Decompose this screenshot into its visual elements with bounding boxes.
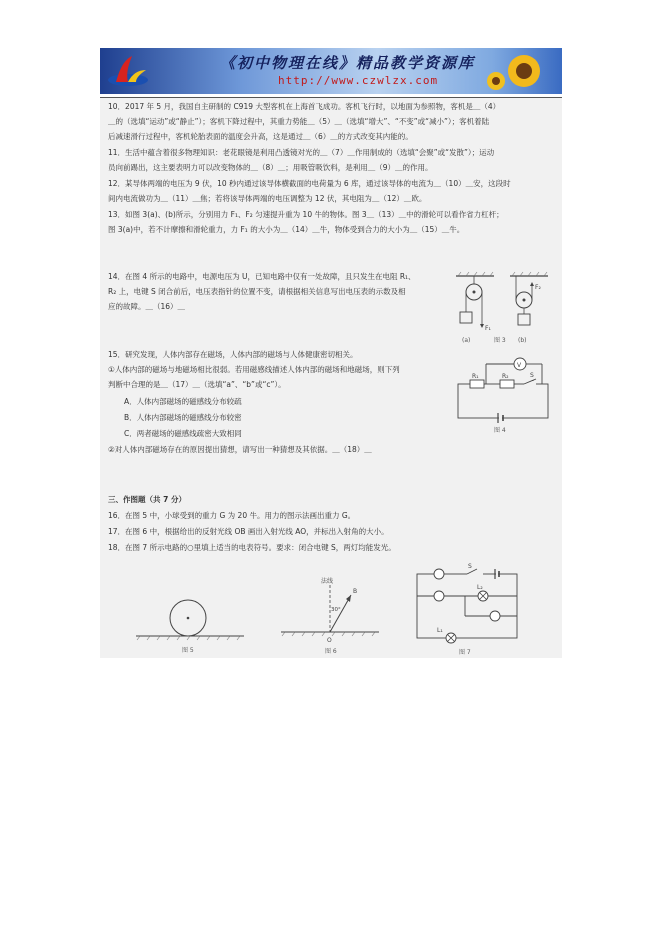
fig6-B-label: B <box>353 588 358 595</box>
question-10-line1: 10．2017 年 5 月，我国自主研制的 C919 大型客机在上海首飞成功。客机飞行时，以地面为参照物，客机是＿（4） <box>108 102 501 111</box>
logo-icon <box>106 54 150 88</box>
fig3b-label: (b) <box>518 337 527 344</box>
header-url[interactable]: http://www.czwlzx.com <box>278 74 439 87</box>
question-15-option-b: B．人体内部磁场的磁感线分布较密 <box>124 413 242 422</box>
header-banner <box>100 48 562 94</box>
fig7-L2-label: L₂ <box>477 584 483 591</box>
fig7-S-label: S <box>468 563 472 570</box>
figure-4-circuit <box>450 350 554 434</box>
question-15-option-a: A．人体内部磁场的磁感线分布较疏 <box>124 397 242 406</box>
header-title: 《初中物理在线》精品教学资源库 <box>220 54 476 72</box>
sunflower-icon <box>484 51 554 91</box>
question-15-line3: 判断中合理的是＿（17）＿（选填“a”、“b”或“c”）。 <box>108 380 286 389</box>
question-17: 17．在图 6 中，根据给出的反射光线 OB 画出入射光线 AO，并标出入射角的大小。 <box>108 527 389 536</box>
question-15-line1: 15．研究发现，人体内部存在磁场，人体内部的磁场与人体健康密切相关。 <box>108 350 358 359</box>
question-12-line1: 12．某导体两端的电压为 9 伏，10 秒内通过该导体横截面的电荷量为 6 库，通过该导体的电流为＿（10）＿安，这段时 <box>108 179 511 188</box>
question-12-line2: 间内电流做功为＿（11）＿焦；若将该导体两端的电压调整为 12 伏，其电阻为＿（12）＿欧。 <box>108 194 427 203</box>
fig4-R2-label: R₂ <box>502 373 509 380</box>
question-11-line1: 11．生活中蕴含着很多物理知识：老花眼镜是利用凸透镜对光的＿（7）＿作用制成的（选填“会聚”或“发散”）；运动 <box>108 148 495 157</box>
question-10-line3: 后减速滑行过程中，客机轮胎表面的温度会升高，这是通过＿（6）＿的方式改变其内能的。 <box>108 132 413 141</box>
question-13-line1: 13．如图 3(a)、(b)所示，分别用力 F₁、F₂ 匀速提升重为 10 牛的物体。图 3＿（13）＿中的滑轮可以看作省力杠杆； <box>108 210 504 219</box>
fig5-caption: 图 5 <box>182 647 194 654</box>
fig6-O-label: O <box>327 637 332 644</box>
section-3-title: 三、作图题（共 7 分） <box>108 495 186 504</box>
figure-5-ball <box>130 580 250 656</box>
fig4-V-label: V <box>517 362 522 369</box>
fig6-normal-label: 法线 <box>321 578 334 585</box>
fig3-F2-label: F₂ <box>535 284 541 291</box>
fig6-angle-label: 30° <box>331 607 341 613</box>
question-15-line4: ②对人体内部磁场存在的原因提出猜想，请写出一种猜想及其依据。＿（18）＿ <box>108 445 372 454</box>
fig7-caption: 图 7 <box>459 649 471 656</box>
fig4-R1-label: R₁ <box>472 373 479 380</box>
question-15-option-c: C．两者磁场的磁感线疏密大致相同 <box>124 429 242 438</box>
question-13-line2: 图 3(a)中，若不计摩擦和滑轮重力，力 F₁ 的大小为＿（14）＿牛，物体受到合力的大小为＿（15）＿牛。 <box>108 225 465 234</box>
fig3-caption: 图 3 <box>494 337 506 344</box>
question-15-line2: ①人体内部的磁场与地磁场相比很弱。若用磁感线描述人体内部的磁场和地磁场，则下列 <box>108 365 400 374</box>
figure-7-circuit <box>405 562 527 658</box>
question-11-line2: 员向前踢出，这主要表明力可以改变物体的＿（8）＿；用吸管吸饮料，是利用＿（9）＿的作用。 <box>108 163 433 172</box>
fig6-caption: 图 6 <box>325 648 337 655</box>
question-14-line3: 应的故障。＿（16）＿ <box>108 302 186 311</box>
figure-3-pulleys <box>452 270 552 352</box>
fig3-F1-label: F₁ <box>485 325 491 332</box>
fig4-caption: 图 4 <box>494 427 506 434</box>
figure-6-reflection <box>275 575 385 657</box>
fig3a-label: (a) <box>462 337 471 344</box>
question-14-line1: 14．在图 4 所示的电路中，电源电压为 U，已知电路中仅有一处故障，且只发生在电阻 R₁、 <box>108 272 416 281</box>
question-10-line2: ＿的（选填“运动”或“静止”）；客机下降过程中，其重力势能＿（5）＿（选填“增大”、“不变”或“减小”）；客机着陆 <box>108 117 490 126</box>
question-18: 18．在图 7 所示电路的○里填上适当的电表符号。要求：闭合电键 S，两灯均能发光。 <box>108 543 396 552</box>
fig7-L1-label: L₁ <box>437 627 443 634</box>
question-16: 16．在图 5 中，小球受到的重力 G 为 20 牛。用力的图示法画出重力 G。 <box>108 511 356 520</box>
fig4-S-label: S <box>530 372 534 379</box>
question-14-line2: R₂ 上，电键 S 闭合前后，电压表指针的位置不变，请根据相关信息写出电压表的示数及相 <box>108 287 406 296</box>
